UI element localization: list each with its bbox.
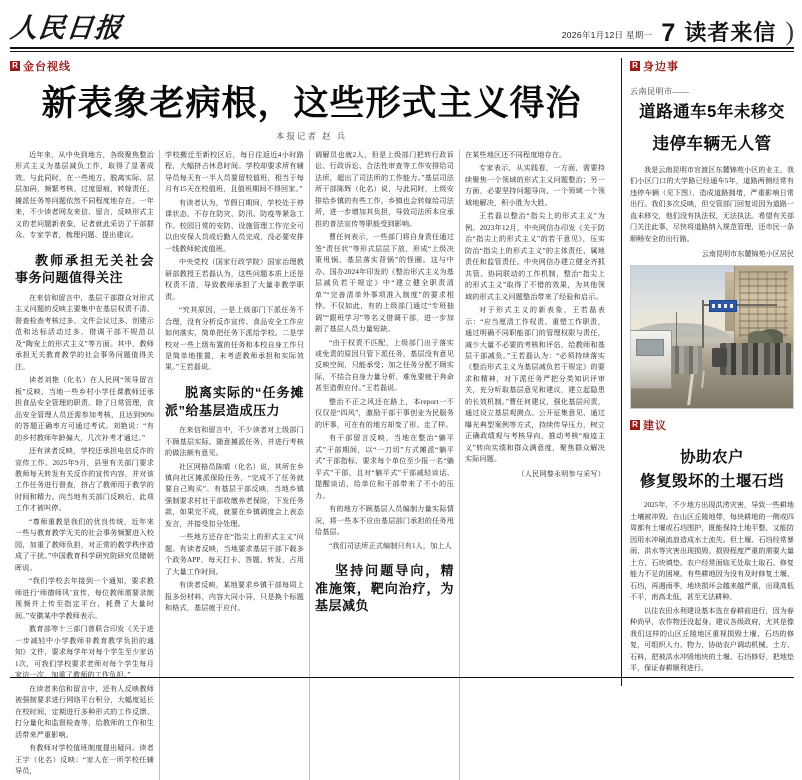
paragraph: 有读者认为，节假日期间，学校处于停课状态，不存在防灾、防汛、防疫等紧急工作。校园日常的安防、设施管理工作完全可以由安保人员或后勤人员完成，没必要安排一线教师轮流值班。 <box>165 198 304 253</box>
street-photo <box>630 265 794 409</box>
section-tag-jintai[interactable] <box>10 58 613 74</box>
publication-date: 2026年1月12日 星期一 <box>561 30 653 40</box>
rmrb-badge-icon: R <box>630 61 640 71</box>
paragraph: 以往农田水利建设基本选在春耕前进行，因为春种尚早，农作物还没起身。建议各级政府，尤其是像我们这样的山区丘陵地区重视损毁土堰、石垱的修复，可组织人力、物力，协助农户调动机械、土方、石料，把被洪水冲毁地块的土堰、石垱修好，把地垫平，保证春耕顺利进行。 <box>630 606 794 673</box>
paragraph: 教育部等十三部门曾联合印发《关于进一步减轻中小学教师非教育教学负担的通知》文件，要求每学年对每个学生至少家访1次，可我们学校要求老师对每个学生每月家访一次，加重了教师的工作负担。” <box>15 625 154 680</box>
page-body <box>0 52 802 776</box>
rmrb-badge-icon: R <box>630 420 640 430</box>
paragraph: 在来信和留言中，不少读者对上级部门不顾基层实际、随意摊派任务，并进行考核的做法颇有意见。 <box>165 426 304 458</box>
subheading-1: 教师承担无关社会事务问题值得关注 <box>15 252 154 286</box>
paragraph: 在来信和留言中，基层干部群众对形式主义问题的反映主要集中在基层权责不清、督查检查考核过多、文件会议过多、创建示范和达标活动过多、借调干部不规范以及“陶宠上的形式主义”等方面。其中，教师承担无关教育教学的社会事务问题值得关注。 <box>15 293 154 371</box>
masthead-right-group <box>561 16 794 47</box>
article-end-credit: （人民网黎永明参与采写） <box>517 469 605 478</box>
paragraph: 王若磊以整治“指尖上的形式主义”为例。2023年12月，中央网信办印发《关于防治“指尖上的形式主义”的若干意见》，压实防治“指尖上的形式主义”的主体责任、属地责任和监管责任。中央网信办建立健全齐抓共管、协同联动的工作机制，整治“指尖上的形式主义”取得了不错的效果，为其他领域的形式主义问题整治带来了经验和启示。 <box>465 212 605 301</box>
paragraph: 有干部留言反映，当地在整治“躺平式”干部期间，以“一刀切”方式摊派“躺平式”干部指标，要求每个单位至少报一名“躺平式”干部，且对“躺平式”干部减轻谈话、提醒谈话，给单位和干部带来了不小的压力。 <box>315 434 454 500</box>
sidebar-kicker: 云南昆明市—— <box>630 86 690 96</box>
paragraph: 近年来，从中央到地方，各级聚焦整治形式主义为基层减负工作，取得了显著成效。与此同时，在一些地方，脱离实际、层层加码，频繁考核、过度留痕，转嫁责任、摊派任务等问题依然不同程度地存在。一年来，不少读者网友来信、留言，反映形式主义的老问题新表象，记者就此采访了干部群众、专家学者，梳理问题、提出建议。 <box>15 150 154 240</box>
paragraph: 有的地方不顾基层人员编制力量实际情况，将一些本不应由基层部门承担的任务甩给基层。 <box>315 505 454 537</box>
paragraph: 读者刘艳（化名）在人民网“领导留言板”反映，当地一些乡村小学任课教师还承担食品安全管理的职责。除了日常管理，食品安全管理人员还需参加考核，且达到90%的答题正确率方可通过考试。刘艳说：“有的乡村教师年龄偏大，几次补考才通过。” <box>15 376 154 442</box>
paragraph: 社区网格员陈晴（化名）说，其所在乡镇向社区摊派保险任务，“完成不了任务就要自己购买”。有基层干部反映，当地乡镇强制要求村社干部收缴养老保险，下发任务款，如果完不成，就要在乡镇调度会上表态发言，并接受扣分处理。 <box>165 462 304 528</box>
article-column-2 <box>160 150 310 780</box>
article-column-1 <box>10 150 160 780</box>
paragraph: 曹任何表示，一些部门将自身责任通过签“责任状”等形式层层下放，形成“上级决策甩锅、基层落实背锅”的怪圈。这与中办、国办2024年印发的《整治形式主义为基层减负若干规定》中“建立健全职责清单”“完善清单外事项准入制度”的要求相悖。不仅如此，有的上级部门通过“专班抽调”“跟班学习”等名义借调干部，进一步加剧了基层人员力量短缺。 <box>315 233 454 334</box>
paragraph: “究其原因，一是上级部门下派任务不合理，没有分析反诈宣传、食品安全工作应如何落实，简单把任务下派给学校。二是学校对一些上级布置的任务和本校自身工作只是简单地推置，未考虑教师承担和实际效果。”王若磊说。 <box>165 306 304 372</box>
section-tag-label: 建议 <box>643 420 667 433</box>
paragraph: “我们司法所正式编制只有1人，加上人 <box>329 541 452 550</box>
main-byline: 本报记者 赵 兵 <box>275 130 348 141</box>
section-tag-jianyi[interactable] <box>630 417 794 433</box>
page-number: 7 <box>661 18 676 47</box>
paragraph: 还有读者反映，学校还承担电信反诈的宣传工作。2025年9月，县里有关部门要求教师每天转发有关反诈的宣传内容，并对该工作任务进行督查，挤占了教师用于教学的时间和精力。向当地有关部门反映后，此项工作才被叫停。 <box>15 447 154 513</box>
main-headline: 新表象老病根，这些形式主义得治 <box>41 83 582 123</box>
paragraph: 有教师对学校值班制度提出疑问。读者王宇（化名）反映：“家人在一所学校任辅导员， <box>15 744 154 776</box>
paragraph: 一些地方还存在“指尖上的形式主义”问题。有读者反映，当地要求基层干部下载多个政务APP，每天打卡、答题、转发，占用了大量工作时间。 <box>165 533 304 576</box>
article-columns <box>10 150 613 780</box>
paragraph: 有读者反映，某地要求乡镇干部每周上报多份材料，内容大同小异，只是换个标题和格式，基层疲于应付。 <box>165 581 304 613</box>
masthead-logo: 人民日报 <box>8 13 124 43</box>
masthead-swoosh-decoration: ) <box>785 16 794 46</box>
section-title: 读者来信 <box>684 20 777 46</box>
article-column-3 <box>310 150 460 780</box>
rmrb-badge-icon: R <box>10 61 20 71</box>
letter-signature: 云南昆明市东麓锦苑小区居民 <box>701 250 794 259</box>
subheading-2: 脱离实际的“任务摊派”给基层造成压力 <box>165 384 304 418</box>
paragraph: “由于权责不匹配，上级部门出于落实或免责的原因只管下派任务，基层没有意见反映空间，只能承受；加之任务分配不顾实际，不结合自身力量分析，难免要疲于奔命甚至造假应付。”王若磊说。 <box>315 338 454 393</box>
photo-signal-pole <box>702 300 704 348</box>
photo-white-van <box>630 330 672 389</box>
page-bottom-rule <box>10 677 794 678</box>
photo-parked-cars-right <box>720 343 791 376</box>
photo-street-sign-icon <box>709 300 737 312</box>
photo-utility-pole <box>676 312 677 349</box>
main-story-zone <box>10 58 622 776</box>
masthead <box>0 0 802 46</box>
paragraph: 在某些地区还不同程度地存在。 <box>465 150 567 159</box>
paragraph: 专家表示，从实践看，一方面，需要持续聚焦一个领域的形式主义问题整治；另一方面，必要坚持问题导向，一个领域一个领域地解决，积小胜为大胜。 <box>465 164 605 207</box>
sidebar-headline-line1: 道路通车5年未移交 <box>639 102 785 121</box>
section-tag-label: 金台视线 <box>23 60 71 73</box>
sidebar-zone <box>622 58 794 686</box>
suggestion-headline-line2: 修复毁坏的土堰石垱 <box>639 472 784 490</box>
photo-car-center <box>712 348 727 366</box>
paragraph: 整治不正之风还在路上，本report一不仅仅是“四风”，激励干部干事创业为民服务的评事，可在有的地方却变了形、走了样。 <box>315 397 454 429</box>
subheading-3: 坚持问题导向，精准施策，靶向治疗，为基层减负 <box>315 563 454 614</box>
section-tag-label: 身边事 <box>643 60 679 73</box>
paragraph: 2025年，不少地方出现洪涝灾害，导致一些耕地土壤被冲毁。在山区丘陵地带，每块耕地的一侧或四周都有土堰或石垱围护，既能保持土地平整，又能防因用水冲刷流浪造成水土流失。但土堰、石垱经常暴雨、洪水等灾害出现损毁。损毁程度严重的需要大量土方、石块填垫。农户经常面临无处取土取石、修复能力不足的困境。有些耕地因为没有及时修复土堰、石垱，再遇雨季，地块损坏会越来越严重，出现高低不平，南高北低，甚至无法耕种。 <box>630 501 794 602</box>
section-tag-shenbianshi[interactable] <box>630 58 794 74</box>
photo-parked-cars-left <box>670 346 702 374</box>
suggestion-headline-line1: 协助农户 <box>679 449 744 467</box>
paragraph: 在读者来信和留言中，还有人反映教师被强制要求进行网络平台积分，大幅度延长在校时间，定期进行多种形式的工作反馈、打分量化和监督检查等，给教师的工作和生活带来严重影响。 <box>15 684 154 739</box>
sidebar-headline-line2: 违停车辆无人管 <box>652 134 772 153</box>
paragraph: “尊师重教是我们的优良传统，近年来一些与教育教学无关的社会事务频繁进入校园，加重了教师负担，对正常的教学秩序造成了干扰。”中国教育科学研究院研究员储朝晖说。 <box>15 517 154 572</box>
paragraph: 对于形式主义的新表象，王若磊表示：“应当厘清工作权责、重塑工作职责，通过明确不同职能部门的管理权限与责任，减少大量不必要的考核和评估，给教师和基层干部减负。”王若磊认为：“必须持续落实《整治形式主义为基层减负若干规定》的要求和精神，对下派任务严把分类知识评审关，充分听取基层意见和建议，建立起隐患的长效机制。”曹任何建议，强化基层问责，通过设立基层观测点、公开征集意见、通过曝光典型案例等方式，持续传导压力，树立正确政绩观与考核导向，推动考核“痕迹主义”转向实绩和群众满意度，聚焦群众解决实际问题。 <box>465 306 605 464</box>
paragraph: 中央党校（国家行政学院）国家治理教研部教授王若磊认为，这些问题本质上还是权责不清，导致教师承担了大量非教学职责。 <box>165 258 304 301</box>
masthead-rule-thick <box>10 47 794 49</box>
paragraph: 调解员也就2人，但是上级部门把转行政诉讼、行政诉讼、合法性审查等工作安排给司法所，超出了司法所的工作能力。”基层司法所干部陈辉（化名）说，与此同时，上级安排给乡镇的有些工作，乡镇也会转嫁给司法所，进一步增加其负担，导致司法所本应承担的普法宣传等职能受到影响。 <box>315 150 454 228</box>
paragraph: 我是云南昆明市官渡区东麓锦苑小区的业主，我们小区门口的大学路已经通车5年，道路两侧经常有违停车辆（见下图），造成道路拥堵，严重影响日常出行。我们多次反映，但交管部门回复说因为道路一直未移交，他们没有执法权，无法执法。希望有关部门关注此事，尽快将道路纳入规范管理，还市民一条顺畅安全的出行路。 <box>630 165 794 243</box>
paragraph: 学校搬迁至新校区后，每日往返近4小时路程，大幅挤占休息时间。学校却要求所有辅导员每天有一半人员要留校值班，相当于每月有15天在校值班，且值班期间不得回家。” <box>165 150 304 194</box>
paragraph: “我们学校去年接到一个通知，要求教师进行‘师德师风’宣传，每位教师需要录制视频并上传至指定平台，耗费了大量时间。”安徽某中学教师表示。 <box>15 577 154 620</box>
article-column-4 <box>460 150 610 780</box>
